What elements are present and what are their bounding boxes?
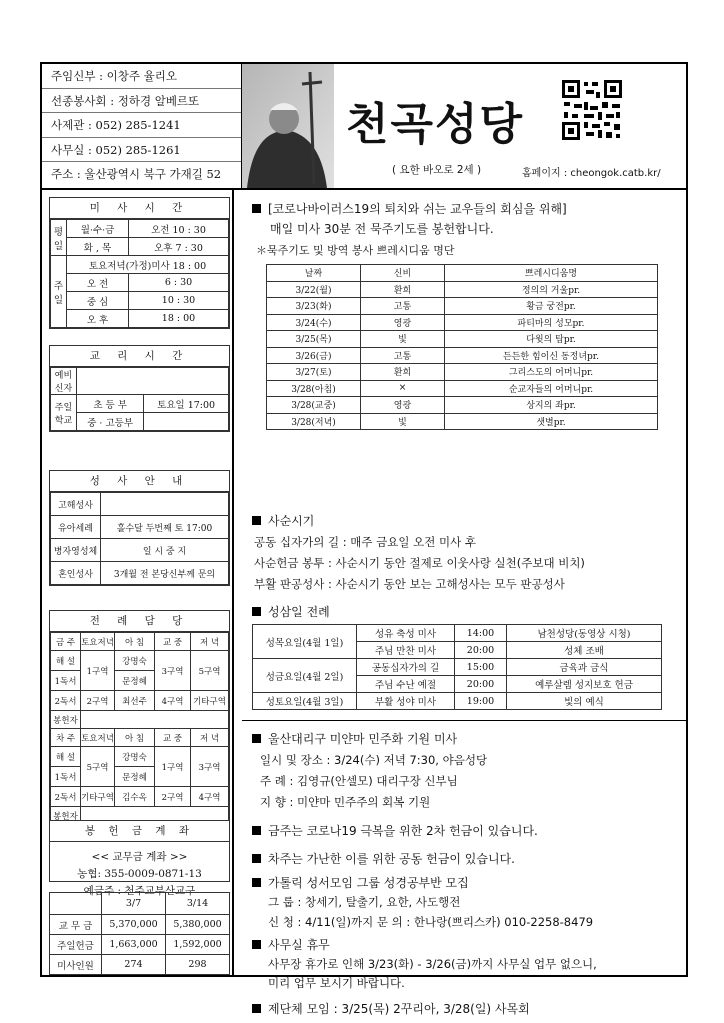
- catechism-detail: [77, 368, 229, 395]
- bible-study-title: [252, 874, 469, 891]
- square-bullet-icon: [252, 734, 261, 743]
- sacraments-title: 성 사 안 내: [50, 471, 229, 492]
- myanmar-line: 지 향 : 미얀마 민주주의 회복 기원: [260, 795, 431, 809]
- rosary-header: 신비: [361, 265, 445, 282]
- account-holder: 예금주 : 천주교부산교구: [83, 885, 196, 897]
- duty-role: 봉헌자: [51, 807, 81, 825]
- account-number: 농협: 355-0009-0871-13: [77, 868, 202, 880]
- rosary-mystery: 고통: [361, 347, 445, 364]
- sacrament-value: 홀수달 두번째 토 17:00: [101, 516, 229, 539]
- rosary-header: 날짜: [267, 265, 361, 282]
- rosary-mystery: 고통: [361, 298, 445, 315]
- duty-cell: 문정혜: [115, 671, 155, 691]
- lent-line: 부활 판공성사 : 사순시기 동안 보는 고해성사는 모두 판공성사: [254, 577, 565, 591]
- donation-account-box: [49, 820, 230, 897]
- myanmar-title-text: 울산대리구 미얀마 민주화 기원 미사: [268, 732, 458, 746]
- catechism-time: 토요일 17:00: [144, 395, 229, 413]
- bulletin-page: [40, 62, 688, 1016]
- triduum-rite: 주님 만찬 미사: [357, 642, 455, 659]
- myanmar-title: [252, 730, 457, 747]
- rosary-mystery: 영광: [361, 314, 445, 331]
- triduum-day: 성토요일(4월 3일): [253, 693, 357, 710]
- covid-notice-title: [252, 200, 567, 217]
- finance-value: 5,380,000: [166, 915, 230, 935]
- triduum-rite: 공동십자가의 길: [357, 659, 455, 676]
- rosary-date: 3/22(월): [267, 281, 361, 298]
- duty-role: 1독서: [51, 671, 81, 691]
- rosary-date: 3/24(수): [267, 314, 361, 331]
- duty-header: 아 침: [115, 633, 155, 651]
- duty-header: 저 녁: [191, 633, 229, 651]
- triduum-table: [252, 624, 662, 710]
- group-meeting-text: 제단체 모임 : 3/25(목) 2꾸리아, 3/28(일) 사목회: [268, 1002, 530, 1016]
- duty-header: 금 주: [51, 633, 81, 651]
- rosary-date: 3/23(화): [267, 298, 361, 315]
- duty-header: 저 녁: [191, 729, 229, 747]
- duty-cell: 강명숙: [115, 747, 155, 767]
- duty-cell: 김수옥: [115, 787, 155, 807]
- duty-header: 교 중: [155, 729, 191, 747]
- liturgy-duty-box: [49, 610, 230, 826]
- liturgy-duty-title: 전 례 담 당: [50, 611, 229, 632]
- sunday-label: 주일: [51, 256, 67, 328]
- finance-header: [50, 893, 102, 915]
- duty-header: 토요저녁: [81, 633, 115, 651]
- sacrament-value: 일 시 중 지: [101, 539, 229, 562]
- rosary-praesidium: 다윗의 탑pr.: [445, 331, 658, 348]
- rosary-date: 3/27(토): [267, 364, 361, 381]
- rosary-mystery: 환희: [361, 364, 445, 381]
- finance-label: 미사인원: [50, 955, 102, 975]
- triduum-time: 20:00: [455, 642, 507, 659]
- rosary-praesidium: 샛별pr.: [445, 413, 658, 430]
- sunday-mass-name: 중 심: [67, 292, 129, 310]
- sacrament-value: 3개월 전 본당신부께 문의: [101, 562, 229, 585]
- square-bullet-icon: [252, 516, 261, 525]
- weekday-days: 화 , 목: [67, 238, 129, 256]
- rosary-title: ＊묵주기도 및 방역 봉사 쁘레시디움 명단: [256, 244, 455, 257]
- header-info-priest: 주임신부 : 이창주 율리오: [42, 64, 241, 89]
- rosary-mystery: 빛: [361, 331, 445, 348]
- rosary-praesidium: 든든한 힘이신 동정녀pr.: [445, 347, 658, 364]
- left-column: [42, 190, 234, 977]
- duty-cell: 1구역: [155, 747, 191, 787]
- rosary-date: 3/26(금): [267, 347, 361, 364]
- triduum-time: 19:00: [455, 693, 507, 710]
- triduum-note: 금육과 금식: [507, 659, 662, 676]
- triduum-note: 성체 조배: [507, 642, 662, 659]
- rosary-praesidium: 상지의 좌pr.: [445, 397, 658, 414]
- square-bullet-icon: [252, 878, 261, 887]
- duty-cell: 3구역: [191, 747, 229, 787]
- account-heading: << 교무금 계좌 >>: [91, 851, 188, 863]
- header-info-office: 사무실 : 052) 285-1261: [42, 138, 241, 163]
- catechism-detail: 중 · 고등부: [77, 413, 144, 431]
- finance-value: 274: [102, 955, 166, 975]
- triduum-rite: 주님 수난 예절: [357, 676, 455, 693]
- qr-code-icon[interactable]: [560, 78, 624, 142]
- lent-line: 사순헌금 봉투 : 사순시기 동안 절제로 이웃사랑 실천(주보대 비치): [254, 556, 585, 570]
- triduum-note: 빛의 예식: [507, 693, 662, 710]
- duty-cell: 1구역: [81, 651, 115, 691]
- catechism-detail: 초 등 부: [77, 395, 144, 413]
- duty-header: 차 주: [51, 729, 81, 747]
- triduum-time: 15:00: [455, 659, 507, 676]
- duty-cell: 3구역: [155, 651, 191, 691]
- group-meeting-notice: [252, 1000, 530, 1017]
- bible-line: 신 청 : 4/11(일)까지 문 의 : 한나랑(쁘리스카) 010-2258-8479: [268, 915, 594, 929]
- triduum-rite: 부활 성야 미사: [357, 693, 455, 710]
- finance-value: 298: [166, 955, 230, 975]
- sunday-mass-name: 오 후: [67, 310, 129, 328]
- rosary-praesidium: 황금 궁전pr.: [445, 298, 658, 315]
- duty-header: 토요저녁: [81, 729, 115, 747]
- triduum-time: 14:00: [455, 625, 507, 642]
- square-bullet-icon: [252, 854, 261, 863]
- duty-cell: 4구역: [155, 691, 191, 711]
- finance-box: [49, 892, 230, 975]
- sunday-mass-time: 18 : 00: [129, 310, 229, 328]
- donation-account-title: 봉 헌 금 계 좌: [50, 821, 229, 842]
- header-info: [42, 64, 242, 188]
- rosary-mystery: 빛: [361, 413, 445, 430]
- duty-header: 교 중: [155, 633, 191, 651]
- header-info-funeral: 선종봉사회 : 정하경 알베르또: [42, 89, 241, 114]
- finance-label: 주일헌금: [50, 935, 102, 955]
- collection-text: 차주는 가난한 이를 위한 공동 헌금이 있습니다.: [268, 852, 515, 866]
- catechism-time: [144, 413, 229, 431]
- finance-header: 3/7: [102, 893, 166, 915]
- catechism-table: [50, 367, 229, 431]
- triduum-title: [252, 603, 330, 620]
- lent-title: [252, 512, 314, 529]
- myanmar-line: 일시 및 장소 : 3/24(수) 저녁 7:30, 야음성당: [260, 753, 488, 767]
- rosary-mystery: ×: [361, 380, 445, 397]
- header-info-rectory: 사제관 : 052) 285-1241: [42, 113, 241, 138]
- sacraments-box: [49, 470, 230, 586]
- triduum-day: 성금요일(4월 2일): [253, 659, 357, 693]
- office-closed-title: [252, 936, 330, 953]
- covid-title-text: [코로나바이러스19의 퇴치와 쉬는 교우들의 회심을 위해]: [268, 202, 567, 216]
- sacrament-label: 유아세례: [51, 516, 101, 539]
- sunday-mass-time: 10 : 30: [129, 292, 229, 310]
- duty-cell: 문정혜: [115, 767, 155, 787]
- collection-text: 금주는 코로나19 극복을 위한 2차 헌금이 있습니다.: [268, 824, 538, 838]
- rosary-praesidium: 그리스도의 어머니pr.: [445, 364, 658, 381]
- sunday-mass-name: 오 전: [67, 274, 129, 292]
- collection-notice-2: [252, 850, 515, 867]
- sacraments-table: [50, 492, 229, 585]
- duty-role: 2독서: [51, 691, 81, 711]
- triduum-title-text: 성삼일 전례: [268, 605, 330, 619]
- triduum-day: 성목요일(4월 1일): [253, 625, 357, 659]
- sunday-mass-time: 6 : 30: [129, 274, 229, 292]
- lent-title-text: 사순시기: [268, 514, 315, 528]
- office-title-text: 사무실 휴무: [268, 938, 330, 952]
- catechism-box: [49, 345, 230, 432]
- duty-cell: 최선주: [115, 691, 155, 711]
- catechism-label: 예비신자: [51, 368, 77, 395]
- square-bullet-icon: [252, 826, 261, 835]
- bible-title-text: 가톨릭 성서모임 그룹 성경공부반 모집: [268, 876, 469, 890]
- rosary-mystery: 환희: [361, 281, 445, 298]
- finance-label: 교 무 금: [50, 915, 102, 935]
- covid-notice-line: 매일 미사 30분 전 묵주기도를 봉헌합니다.: [270, 222, 494, 236]
- triduum-note: 예루살렘 성지보호 헌금: [507, 676, 662, 693]
- bible-line: 그 룹 : 창세기, 탈출기, 요한, 사도행전: [268, 895, 461, 909]
- sacrament-label: 병자영성체: [51, 539, 101, 562]
- duty-cell: [81, 711, 229, 729]
- catechism-title: 교 리 시 간: [50, 346, 229, 367]
- duty-cell: 4구역: [191, 787, 229, 807]
- sacrament-label: 고해성사: [51, 493, 101, 516]
- section-divider: [242, 720, 688, 721]
- square-bullet-icon: [252, 1004, 261, 1013]
- duty-role: 봉헌자: [51, 711, 81, 729]
- finance-table: [49, 892, 230, 975]
- duty-cell: 기타구역: [191, 691, 229, 711]
- triduum-time: 20:00: [455, 676, 507, 693]
- homepage-link[interactable]: 홈페이지 : cheongok.catb.kr/: [522, 168, 661, 179]
- rosary-praesidium: 파티마의 성모pr.: [445, 314, 658, 331]
- liturgy-week1-table: [50, 632, 229, 825]
- saturday-eve-mass: 토요저녁(가정)미사 18 : 00: [67, 256, 229, 274]
- sacrament-label: 혼인성사: [51, 562, 101, 585]
- rosary-table: [266, 264, 658, 430]
- mass-times-table: [50, 219, 229, 328]
- myanmar-line: 주 례 : 김영규(안셀모) 대리구장 신부님: [260, 774, 458, 788]
- catechism-label: 주일학교: [51, 395, 77, 431]
- duty-cell: 기타구역: [81, 787, 115, 807]
- rosary-praesidium: 순교자들의 어머니pr.: [445, 380, 658, 397]
- square-bullet-icon: [252, 607, 261, 616]
- duty-cell: 2구역: [81, 691, 115, 711]
- rosary-praesidium: 정의의 거울pr.: [445, 281, 658, 298]
- duty-cell: 5구역: [81, 747, 115, 787]
- header-info-address: 주소 : 울산광역시 북구 가재길 52: [51, 167, 222, 182]
- collection-notice-1: [252, 822, 538, 839]
- triduum-note: 남천성당(동영상 시청): [507, 625, 662, 642]
- sacrament-value: [101, 493, 229, 516]
- finance-value: 1,663,000: [102, 935, 166, 955]
- rosary-header: 쁘레시디움명: [445, 265, 658, 282]
- rosary-mystery: 영광: [361, 397, 445, 414]
- rosary-date: 3/28(교중): [267, 397, 361, 414]
- mass-times-box: [49, 197, 230, 329]
- square-bullet-icon: [252, 204, 261, 213]
- rosary-date: 3/28(아침): [267, 380, 361, 397]
- duty-role: 2독서: [51, 787, 81, 807]
- church-title: 천곡성당: [345, 99, 524, 150]
- mass-times-title: 미 사 시 간: [50, 198, 229, 219]
- duty-cell: 강명숙: [115, 651, 155, 671]
- finance-value: 1,592,000: [166, 935, 230, 955]
- church-patron: ( 요한 바오로 2세 ): [392, 164, 482, 176]
- duty-role: 1독서: [51, 767, 81, 787]
- office-line: 사무장 휴가로 인해 3/23(화) - 3/26(금)까지 사무실 업무 없으니,: [268, 957, 597, 971]
- rosary-date: 3/28(저녁): [267, 413, 361, 430]
- finance-value: 5,370,000: [102, 915, 166, 935]
- duty-header: 아 침: [115, 729, 155, 747]
- weekday-time: 오후 7 : 30: [129, 238, 229, 256]
- duty-cell: 2구역: [155, 787, 191, 807]
- rosary-date: 3/25(목): [267, 331, 361, 348]
- triduum-rite: 성유 축성 미사: [357, 625, 455, 642]
- header-banner: [242, 64, 688, 188]
- weekday-time: 오전 10 : 30: [129, 220, 229, 238]
- duty-role: 해 설: [51, 651, 81, 671]
- weekday-label: 평일: [51, 220, 67, 256]
- finance-header: 3/14: [166, 893, 230, 915]
- weekday-days: 월·수·금: [67, 220, 129, 238]
- duty-role: 해 설: [51, 747, 81, 767]
- office-line: 미리 업무 보시기 바랍니다.: [268, 976, 405, 990]
- lent-line: 공동 십자가의 길 : 매주 금요일 오전 미사 후: [254, 535, 476, 549]
- duty-cell: 5구역: [191, 651, 229, 691]
- square-bullet-icon: [252, 940, 261, 949]
